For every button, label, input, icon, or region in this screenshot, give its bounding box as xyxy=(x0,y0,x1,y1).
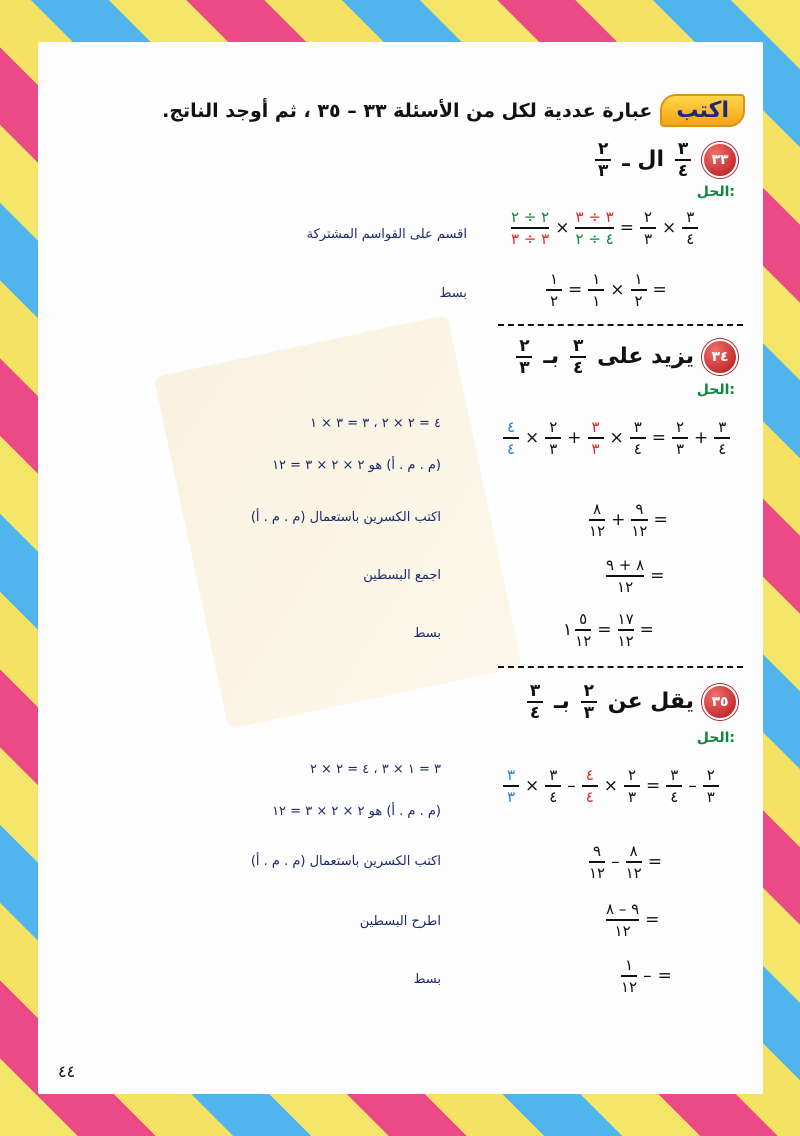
question-prefix: ال ـ xyxy=(622,147,664,173)
separator xyxy=(498,324,743,326)
q35-step-3: $\frac{٩ - ٨}{١٢}$ = xyxy=(606,900,660,940)
question-text: يقل عن xyxy=(607,689,694,715)
q34-note-4: اجمع البسطين xyxy=(363,568,441,583)
question-number-badge: ٣٣ xyxy=(702,142,738,178)
fraction: $\frac{٣}{٤}$ xyxy=(527,682,543,722)
q34-step-1: $\frac{٤}{٤}$ × $\frac{٢}{٣}$ + $\frac{٣}{٣}$ × $\frac{٣}{٤}$ = $\frac{٢}{٣}$ + $\frac{٣}{٤}$ xyxy=(500,418,733,458)
fraction: $\frac{٣}{٤}$ xyxy=(675,140,691,180)
solution-label: الحل: xyxy=(696,184,735,200)
q35-note-5: بسط xyxy=(413,972,441,987)
page-number: ٤٤ xyxy=(58,1062,76,1081)
fraction: $\frac{٣}{٤}$ xyxy=(570,337,586,377)
question-text: يزيد على xyxy=(597,344,694,370)
question-number-badge: ٣٤ xyxy=(702,339,738,375)
q35-note-2: (م . م . أ) هو ٢ × ٢ × ٣ = ١٢ xyxy=(272,804,441,819)
fraction: $\frac{٢}{٣}$ xyxy=(581,682,597,722)
question-prefix: بـ xyxy=(543,344,560,370)
q35-note-3: اكتب الكسرين باستعمال (م . م . أ) xyxy=(250,854,441,869)
solution-label: الحل: xyxy=(696,382,735,398)
q35-step-1: $\frac{٣}{٣}$ × $\frac{٣}{٤}$ – $\frac{٤}{٤}$ × $\frac{٢}{٣}$ = $\frac{٣}{٤}$ – $\frac{٢}{٣}$ xyxy=(500,766,722,806)
fraction: $\frac{٢}{٣}$ xyxy=(516,337,532,377)
fraction: $\frac{٢}{٣}$ xyxy=(595,140,611,180)
q35-note-4: اطرح البسطين xyxy=(359,914,441,929)
q35-step-2: $\frac{٩}{١٢}$ – $\frac{٨}{١٢}$ = xyxy=(589,842,662,882)
q33-note-1: اقسم على القواسم المشتركة xyxy=(306,227,467,242)
q33-note-2: بسط xyxy=(439,286,467,301)
question-33 xyxy=(592,140,738,180)
q34-step-3: $\frac{٨ + ٩}{١٢}$ = xyxy=(606,556,665,596)
question-34 xyxy=(513,337,738,377)
question-prefix: بـ xyxy=(554,689,570,715)
page xyxy=(38,42,763,1094)
q33-step-1: $\frac{٢ \div ٢}{٣ \div ٣}$ × $\frac{٣ \div ٣}{٤ \div ٢}$ = $\frac{٢}{٣}$ × $\frac{٣}{٤}$ xyxy=(508,208,701,248)
q35-step-4: $\frac{١}{١٢}$ – = xyxy=(621,956,672,996)
q34-note-3: اكتب الكسرين باستعمال (م . م . أ) xyxy=(250,510,441,525)
q33-step-2: $\frac{١}{٢}$ = $\frac{١}{١}$ × $\frac{١}{٢}$ = xyxy=(543,270,670,310)
header-text: عبارة عددية لكل من الأسئلة ٣٣ – ٣٥ ، ثم أوجد الناتج. xyxy=(162,99,653,122)
write-badge: اكتب xyxy=(660,94,745,127)
q34-note-1: ٤ = ٢ × ٢ ، ٣ = ٣ × ١ xyxy=(309,416,441,431)
question-35 xyxy=(524,682,738,722)
q34-step-2: $\frac{٨}{١٢}$ + $\frac{٩}{١٢}$ = xyxy=(589,500,668,540)
question-number-badge: ٣٥ xyxy=(702,684,738,720)
solution-label: الحل: xyxy=(696,730,735,746)
q35-note-1: ٣ = ١ × ٣ ، ٤ = ٢ × ٢ xyxy=(309,762,441,777)
q34-note-5: بسط xyxy=(413,626,441,641)
header xyxy=(162,94,745,127)
q34-note-2: (م . م . أ) هو ٢ × ٢ × ٣ = ١٢ xyxy=(272,458,441,473)
separator xyxy=(498,666,743,668)
q34-step-4: ١ $\frac{٥}{١٢}$ = $\frac{١٧}{١٢}$ = xyxy=(563,610,654,650)
